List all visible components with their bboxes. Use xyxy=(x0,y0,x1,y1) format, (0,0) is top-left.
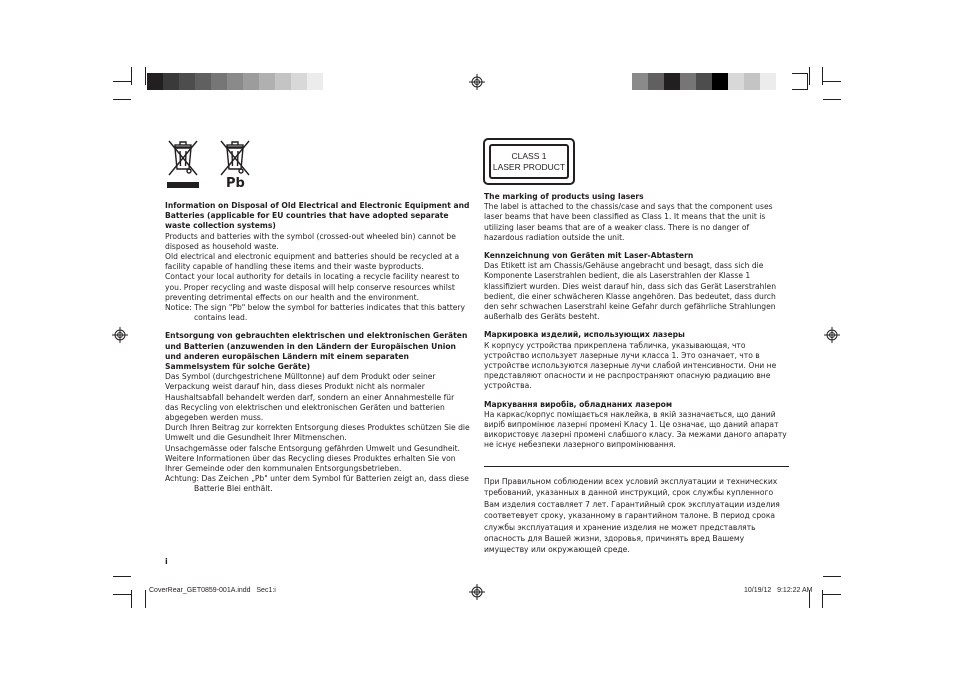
registration-target-icon xyxy=(469,74,485,90)
color-swatch xyxy=(648,73,664,90)
color-swatch xyxy=(307,73,323,90)
color-swatch xyxy=(163,73,179,90)
en-disposal-paragraph: Contact your local authority for details in locating a recycle facility nearest to you. Proper recycling and waste disposal will help conserve resources whilst preventing detrimental effects on our health and the environment. xyxy=(165,272,460,302)
file-slug: CoverRear_GET0859-001A.indd Sec1:i xyxy=(149,587,276,594)
de-laser-paragraph: Das Etikett ist am Chassis/Gehäuse angebracht und besagt, dass sich die Komponente Laserstrahlen bedient, die als Laserstrahlen der Klasse 1 klassifiziert wurden. Dies weist darauf hin, dass sich das Gerät Laserstrahlen bedient, die einer schwächeren Klasse angehören. Das bedeutet, dass durch den sehr schwachen Laserstrahl keine Gefahr durch gefährliche Strahlungen außerhalb des Geräts besteht. xyxy=(484,261,777,322)
crossed-bin-icon xyxy=(166,138,200,190)
color-swatch xyxy=(275,73,291,90)
ru-warranty-paragraph: При Правильном соблюдении всех условий эксплуатации и технических требований, указанных в данной инструкций, срок службы купленного Вам изделия составляет 7 лет. Гарантийный срок эксплуатации изделия соответевует сроку, указанному в гарантийном талоне. В период срока службы эксплуатация и хранение изделия не может представлять опасность для Вашей жизни, здоровья, причинять вред Вашему имуществу или окружающей среде. xyxy=(484,477,780,555)
class1-laser-label xyxy=(483,138,575,185)
color-swatch xyxy=(259,73,275,90)
de-disposal-paragraph: Durch Ihren Beitrag zur korrekten Entsorgung dieses Produktes schützen Sie die Umwelt und die Gesundheit Ihrer Mitmenschen. xyxy=(165,423,470,443)
class1-label-line1: CLASS 1 xyxy=(511,151,547,161)
ru-laser-paragraph: К корпусу устройства прикреплена табличка, указывающая, что устройство использует лазерные лучи класса 1. Это означает, что в устройстве используются лазерные лучи слабой интенсивности. Они не представляют опасности и не распространяют опасную радиацию вне устройства. xyxy=(484,340,777,391)
registration-target-icon xyxy=(469,584,485,600)
right-column xyxy=(484,192,789,451)
color-swatch xyxy=(680,73,696,90)
de-laser-heading: Kennzeichnung von Geräten mit Laser-Abtastern xyxy=(484,251,694,261)
de-disposal-notice: Achtung: Das Zeichen „Pb" unter dem Symbol für Batterien zeigt an, dass diese Batterie Blei enthält. xyxy=(165,474,469,494)
de-disposal-paragraph: Unsachgemässe oder falsche Entsorgung gefährden Umwelt und Gesundheit. Weitere Informationen über das Recycling dieses Produktes erhalten Sie von Ihrer Gemeinde oder den kommunalen Entsorgungsbetrieben. xyxy=(165,443,460,474)
color-swatch xyxy=(712,73,728,90)
en-laser-heading: The marking of products using lasers xyxy=(484,192,644,201)
color-swatch xyxy=(211,73,227,90)
en-laser-paragraph: The label is attached to the chassis/case and says that the component uses laser beams that have been classified as Class 1. It means that the unit is utilizing laser beams that are of a weaker class. There is no danger of hazardous radiation outside the unit. xyxy=(484,202,773,242)
de-disposal-paragraph: Das Symbol (durchgestrichene Mülltonne) auf dem Produkt oder seiner Verpackung weist darauf hin, dass dieses Produkt nicht als normaler Haushaltsabfall behandelt werden darf, sondern an einer Annahmestelle für das Recycling von elektrischen und elektronischen Geräten und batterien abgegeben werden muss. xyxy=(165,372,455,423)
registration-target-icon xyxy=(824,327,840,343)
de-disposal-heading: Entsorgung von gebrauchten elektrischen und elektronischen Geräten und Batterien (anzuwenden in den Ländern der Europäischen Union und anderen europäischen Ländern mit einem separaten Sammelsystem für solche Geräte) xyxy=(165,331,468,372)
color-swatch xyxy=(664,73,680,90)
ru-warranty-block xyxy=(484,476,789,556)
color-swatch xyxy=(776,73,792,90)
registration-target-icon xyxy=(112,327,128,343)
section-divider xyxy=(484,466,789,467)
color-swatch xyxy=(632,73,648,90)
en-disposal-paragraph: Old electrical and electronic equipment and batteries should be recycled at a facility capable of handling these items and their waste byproducts. xyxy=(165,252,460,272)
color-swatch xyxy=(744,73,760,90)
color-swatch xyxy=(696,73,712,90)
en-disposal-heading: Information on Disposal of Old Electrical and Electronic Equipment and Batteries (applicable for EU countries that have adopted separate waste collection systems) xyxy=(165,201,470,231)
color-swatch xyxy=(179,73,195,90)
color-swatch xyxy=(728,73,744,90)
crossed-bin-battery-icon xyxy=(218,138,252,178)
class1-label-line2: LASER PRODUCT xyxy=(492,162,566,172)
en-disposal-notice: Notice: The sign "Pb" below the symbol for batteries indicates that this battery contains lead. xyxy=(165,303,466,323)
color-swatch xyxy=(195,73,211,90)
color-swatch xyxy=(291,73,307,90)
page-marker: i xyxy=(165,557,168,566)
color-swatch xyxy=(760,73,776,90)
en-disposal-paragraph: Products and batteries with the symbol (crossed-out wheeled bin) cannot be disposed as household waste. xyxy=(165,231,456,251)
uk-laser-heading: Маркування виробів, обладнаних лазером xyxy=(484,399,673,409)
timestamp-slug: 10/19/12 9:12:22 AM xyxy=(744,587,813,594)
color-swatch xyxy=(147,73,163,90)
ru-laser-heading: Маркировка изделий, использующих лазеры xyxy=(484,330,685,340)
uk-laser-paragraph: На каркас/корпус поміщається наклейка, в якій зазначається, що даний виріб випромінює лазерні промені Класу 1. Це означає, що даний апарат використовує лазерні промені слабшого класу. За межами даного апарату не існує небезпеки лазерного випромінювання. xyxy=(484,409,787,450)
color-swatch xyxy=(227,73,243,90)
pb-label: Pb xyxy=(226,176,245,191)
color-swatch xyxy=(243,73,259,90)
left-column xyxy=(165,201,470,495)
